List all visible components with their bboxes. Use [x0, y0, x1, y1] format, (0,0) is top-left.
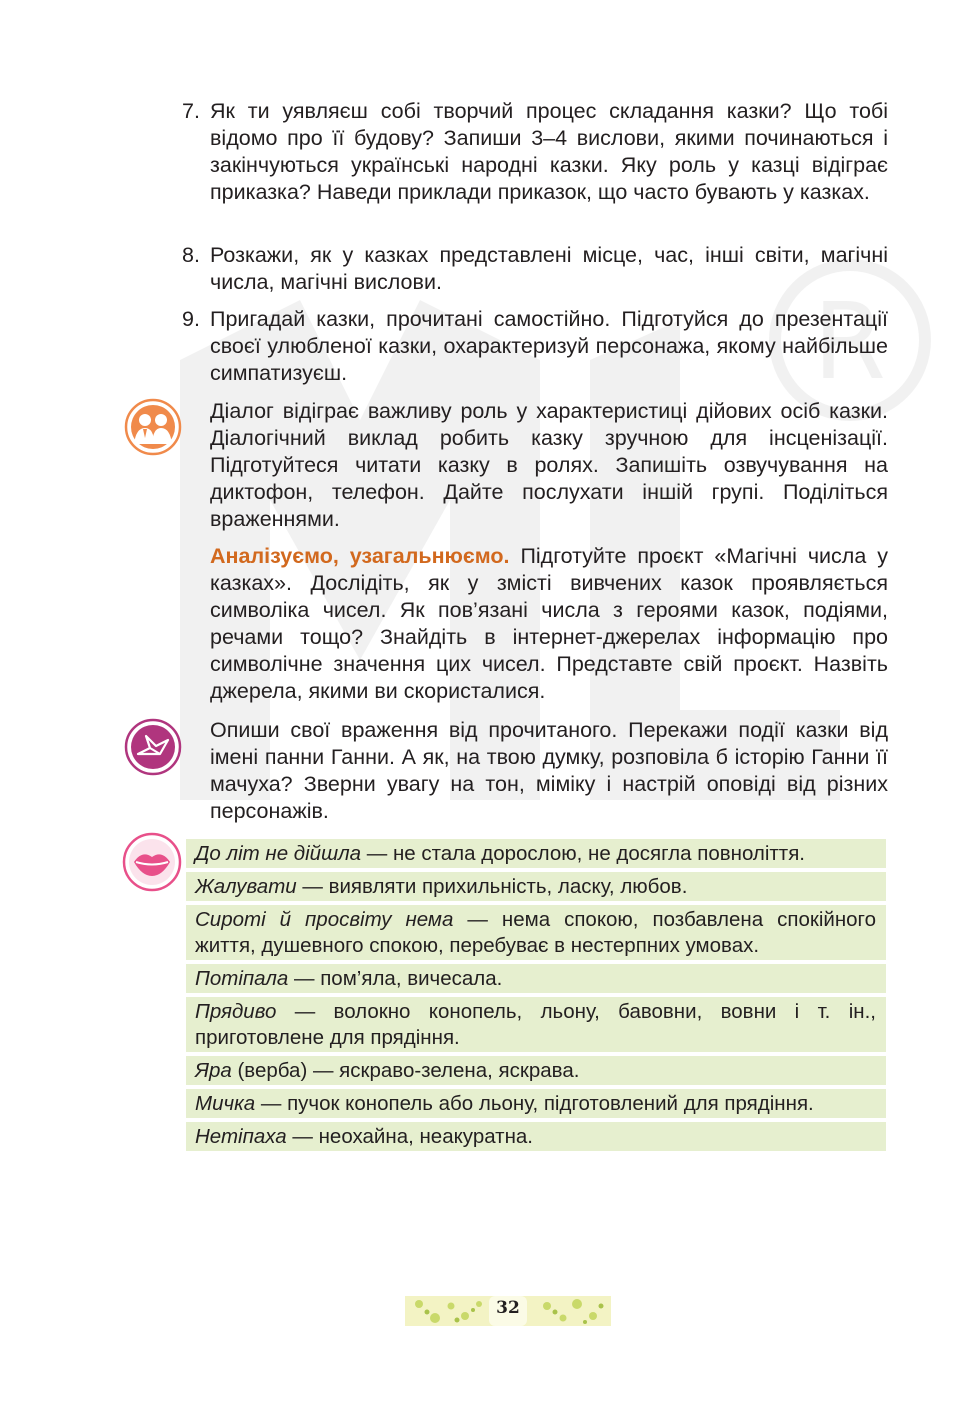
glossary-entry	[186, 872, 886, 901]
question-number: 8.	[182, 243, 200, 267]
glossary-definition: — пучок конопель або льону, підготовлений для прядіння.	[255, 1092, 814, 1115]
glossary-term: Яра	[195, 1059, 232, 1082]
question-text: Розкажи, як у казках представлені місце, час, інші світи, магічні числа, магічні вислови.	[210, 243, 888, 294]
glossary-entry	[186, 1056, 886, 1085]
question-text: Як ти уявляєш собі творчий процес складання казки? Що тобі відомо про її будову? Запиши 3–4 вислови, якими починаються і закінчуються українські народні казки. Яку роль у казці відіграє приказка? Наведи приклади приказок, що часто бувають у казках.	[210, 99, 888, 204]
glossary-entry	[186, 839, 886, 868]
glossary-definition: — не стала дорослою, не досягла повноліття.	[361, 842, 805, 865]
analysis-text: Підготуйте проєкт «Магічні числа у казках». Дослідіть, як у змісті вивчених казок проявляється символіка чисел. Як пов’язані числа з героями казок, подіями, речами тощо? Знайдіть в інтернет-джерелах інформацію про символічне значення цих чисел. Представте свій проєкт. Назвіть джерела, якими ви скористалися.	[210, 544, 888, 703]
glossary-entry	[186, 964, 886, 993]
glossary-term: Прядиво	[195, 1000, 277, 1023]
question-number: 7.	[182, 99, 200, 123]
paper-crane-icon	[124, 718, 182, 776]
glossary-entry	[186, 905, 886, 960]
question-number: 9.	[182, 307, 200, 331]
glossary-entry	[186, 997, 886, 1052]
glossary-term: Мичка	[195, 1092, 256, 1115]
glossary-term: Сироті й просвіту нема	[195, 908, 454, 931]
glossary-definition: — волокно конопель, льону, бавовни, вовни і т. ін., приготовлене для прядіння.	[195, 1000, 876, 1049]
analysis-heading: Аналізуємо, узагальнюємо.	[210, 544, 510, 568]
glossary-term: Потіпала	[195, 967, 289, 990]
glossary-entry	[186, 1089, 886, 1118]
page-number: 32	[496, 1298, 520, 1318]
group-task-text: Діалог відіграє важливу роль у характеристиці дійових осіб казки. Діалогічний виклад робить казку зручною для інсценізації. Підготуйтеся читати казку в ролях. Запишіть озвучування на диктофон, телефон. Дайте послухати іншій групі. Поділіться враженнями.	[210, 399, 888, 531]
question-9	[182, 306, 888, 387]
creative-task-text: Опиши свої враження від прочитаного. Перекажи події казки від імені панни Ганни. А як, на твою думку, розповіла б історію Ганни її мачуха? Зверни увагу на тон, міміку і настрій оповіді від різних персонажів.	[210, 718, 888, 823]
glossary-definition: — виявляти прихильність, ласку, любов.	[296, 875, 688, 898]
glossary-term: До літ не дійшла	[195, 842, 362, 865]
glossary	[186, 839, 886, 1155]
page-number-badge	[405, 1292, 611, 1330]
lips-icon	[122, 832, 182, 892]
glossary-term: Нетіпаха	[195, 1125, 287, 1148]
group-work-icon	[124, 398, 182, 456]
question-7	[182, 98, 888, 206]
question-8	[182, 242, 888, 296]
glossary-entry	[186, 1122, 886, 1151]
glossary-definition: — нема спокою, позбавлена спокійного життя, душевного спокою, перебуває в нестерпних умовах.	[195, 908, 876, 957]
question-text: Пригадай казки, прочитані самостійно. Підготуйся до презентації своєї улюбленої казки, охарактеризуй персонажа, якому найбільше симпатизуєш.	[210, 307, 888, 385]
svg-text:R: R	[813, 281, 886, 403]
glossary-definition: — неохайна, неакуратна.	[286, 1125, 533, 1148]
glossary-definition: (верба) — яскраво-зелена, яскрава.	[231, 1059, 580, 1082]
glossary-term: Жалувати	[195, 875, 297, 898]
glossary-definition: — пом’яла, вичесала.	[288, 967, 503, 990]
analysis-block	[210, 543, 888, 705]
